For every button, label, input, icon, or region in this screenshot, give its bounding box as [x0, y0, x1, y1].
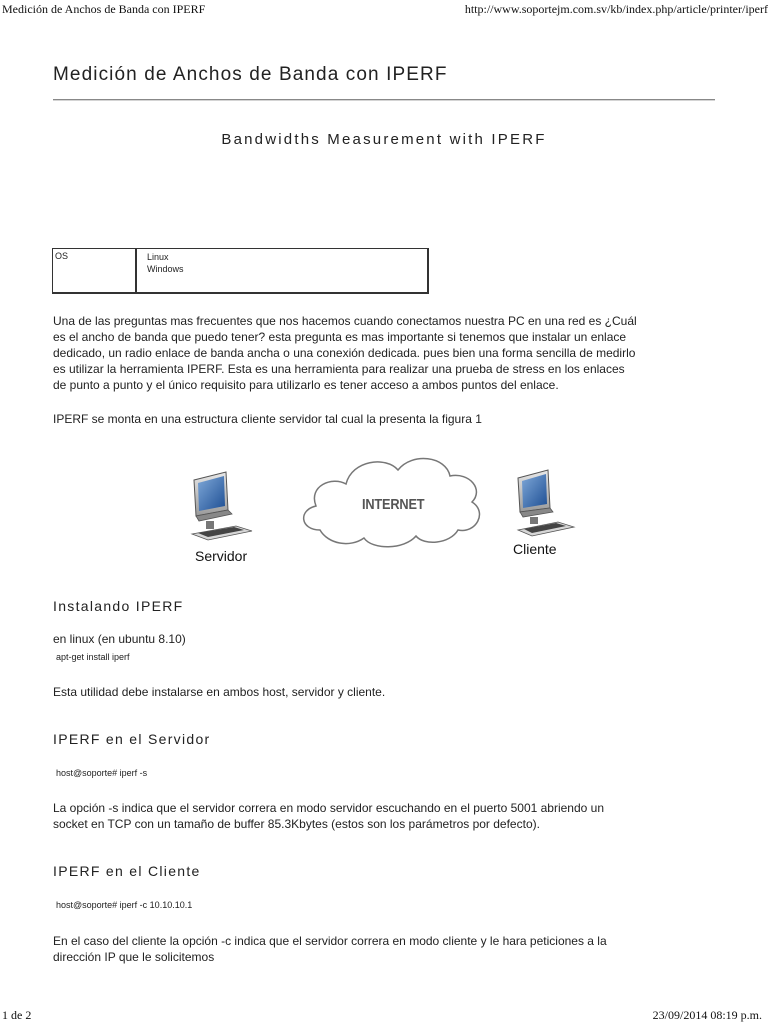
intro-line: es utilizar la herramienta IPERF. Esta es una herramienta para realizar una prueba de stress en los enlaces: [53, 362, 625, 376]
server-code: host@soporte# iperf -s: [56, 768, 148, 778]
os-value-linux: Linux: [147, 252, 169, 262]
server-heading: IPERF en el Servidor: [53, 731, 211, 747]
print-header-title: Medición de Anchos de Banda con IPERF: [2, 2, 206, 16]
client-text-line: dirección IP que le solicitemos: [53, 950, 215, 964]
client-code: host@soporte# iperf -c 10.10.10.1: [56, 900, 193, 910]
print-datetime: 23/09/2014 08:19 p.m.: [652, 1008, 762, 1022]
install-code: apt-get install iperf: [56, 652, 130, 662]
install-note: Esta utilidad debe instalarse en ambos host, servidor y cliente.: [53, 685, 386, 699]
os-value-windows: Windows: [147, 264, 184, 274]
client-label: Cliente: [513, 541, 557, 557]
server-computer-icon: [192, 472, 252, 540]
article-title: Medición de Anchos de Banda con IPERF: [53, 64, 448, 85]
article-subtitle: Bandwidths Measurement with IPERF: [221, 131, 547, 148]
network-figure: [180, 438, 600, 573]
intro-line: de punto a punto y el único requisito para utilizarlo es tener acceso a ambos puntos del enlace.: [53, 378, 559, 392]
intro-line: dedicado, un radio enlace de banda ancha o una conexión dedicada. pues bien una forma sencilla de medirlo: [53, 346, 636, 360]
client-paragraph: [53, 933, 607, 965]
client-text-line: En el caso del cliente la opción -c indica que el servidor correra en modo cliente y le hara peticiones a la: [53, 934, 607, 948]
install-line: en linux (en ubuntu 8.10): [53, 632, 186, 646]
server-text-line: La opción -s indica que el servidor correra en modo servidor escuchando en el puerto 5001 abriendo un: [53, 801, 605, 815]
intro-line: Una de las preguntas mas frecuentes que nos hacemos cuando conectamos nuestra PC en una red es ¿Cuál: [53, 314, 637, 328]
cloud-label: INTERNET: [362, 496, 425, 513]
install-heading: Instalando IPERF: [53, 598, 184, 614]
intro-line: es el ancho de banda que puedo tener? esta pregunta es mas importante si tenemos que instalar un enlace: [53, 330, 627, 344]
print-header-url: http://www.soportejm.com.sv/kb/index.php/article/printer/iperf: [464, 2, 768, 16]
server-paragraph: [53, 800, 604, 832]
intro-paragraph: [53, 313, 637, 393]
page-number: 1 de 2: [2, 1008, 32, 1022]
server-text-line: socket en TCP con un tamaño de buffer 85.3Kbytes (estos son los parámetros por defecto).: [53, 817, 540, 831]
server-label: Servidor: [195, 548, 248, 564]
os-table-values: [147, 251, 184, 275]
client-computer-icon: [518, 470, 574, 536]
os-table: [52, 248, 429, 294]
client-heading: IPERF en el Cliente: [53, 863, 201, 879]
structure-paragraph: IPERF se monta en una estructura cliente servidor tal cual la presenta la figura 1: [53, 412, 482, 426]
title-divider: [53, 99, 715, 101]
os-table-key: OS: [53, 249, 137, 292]
